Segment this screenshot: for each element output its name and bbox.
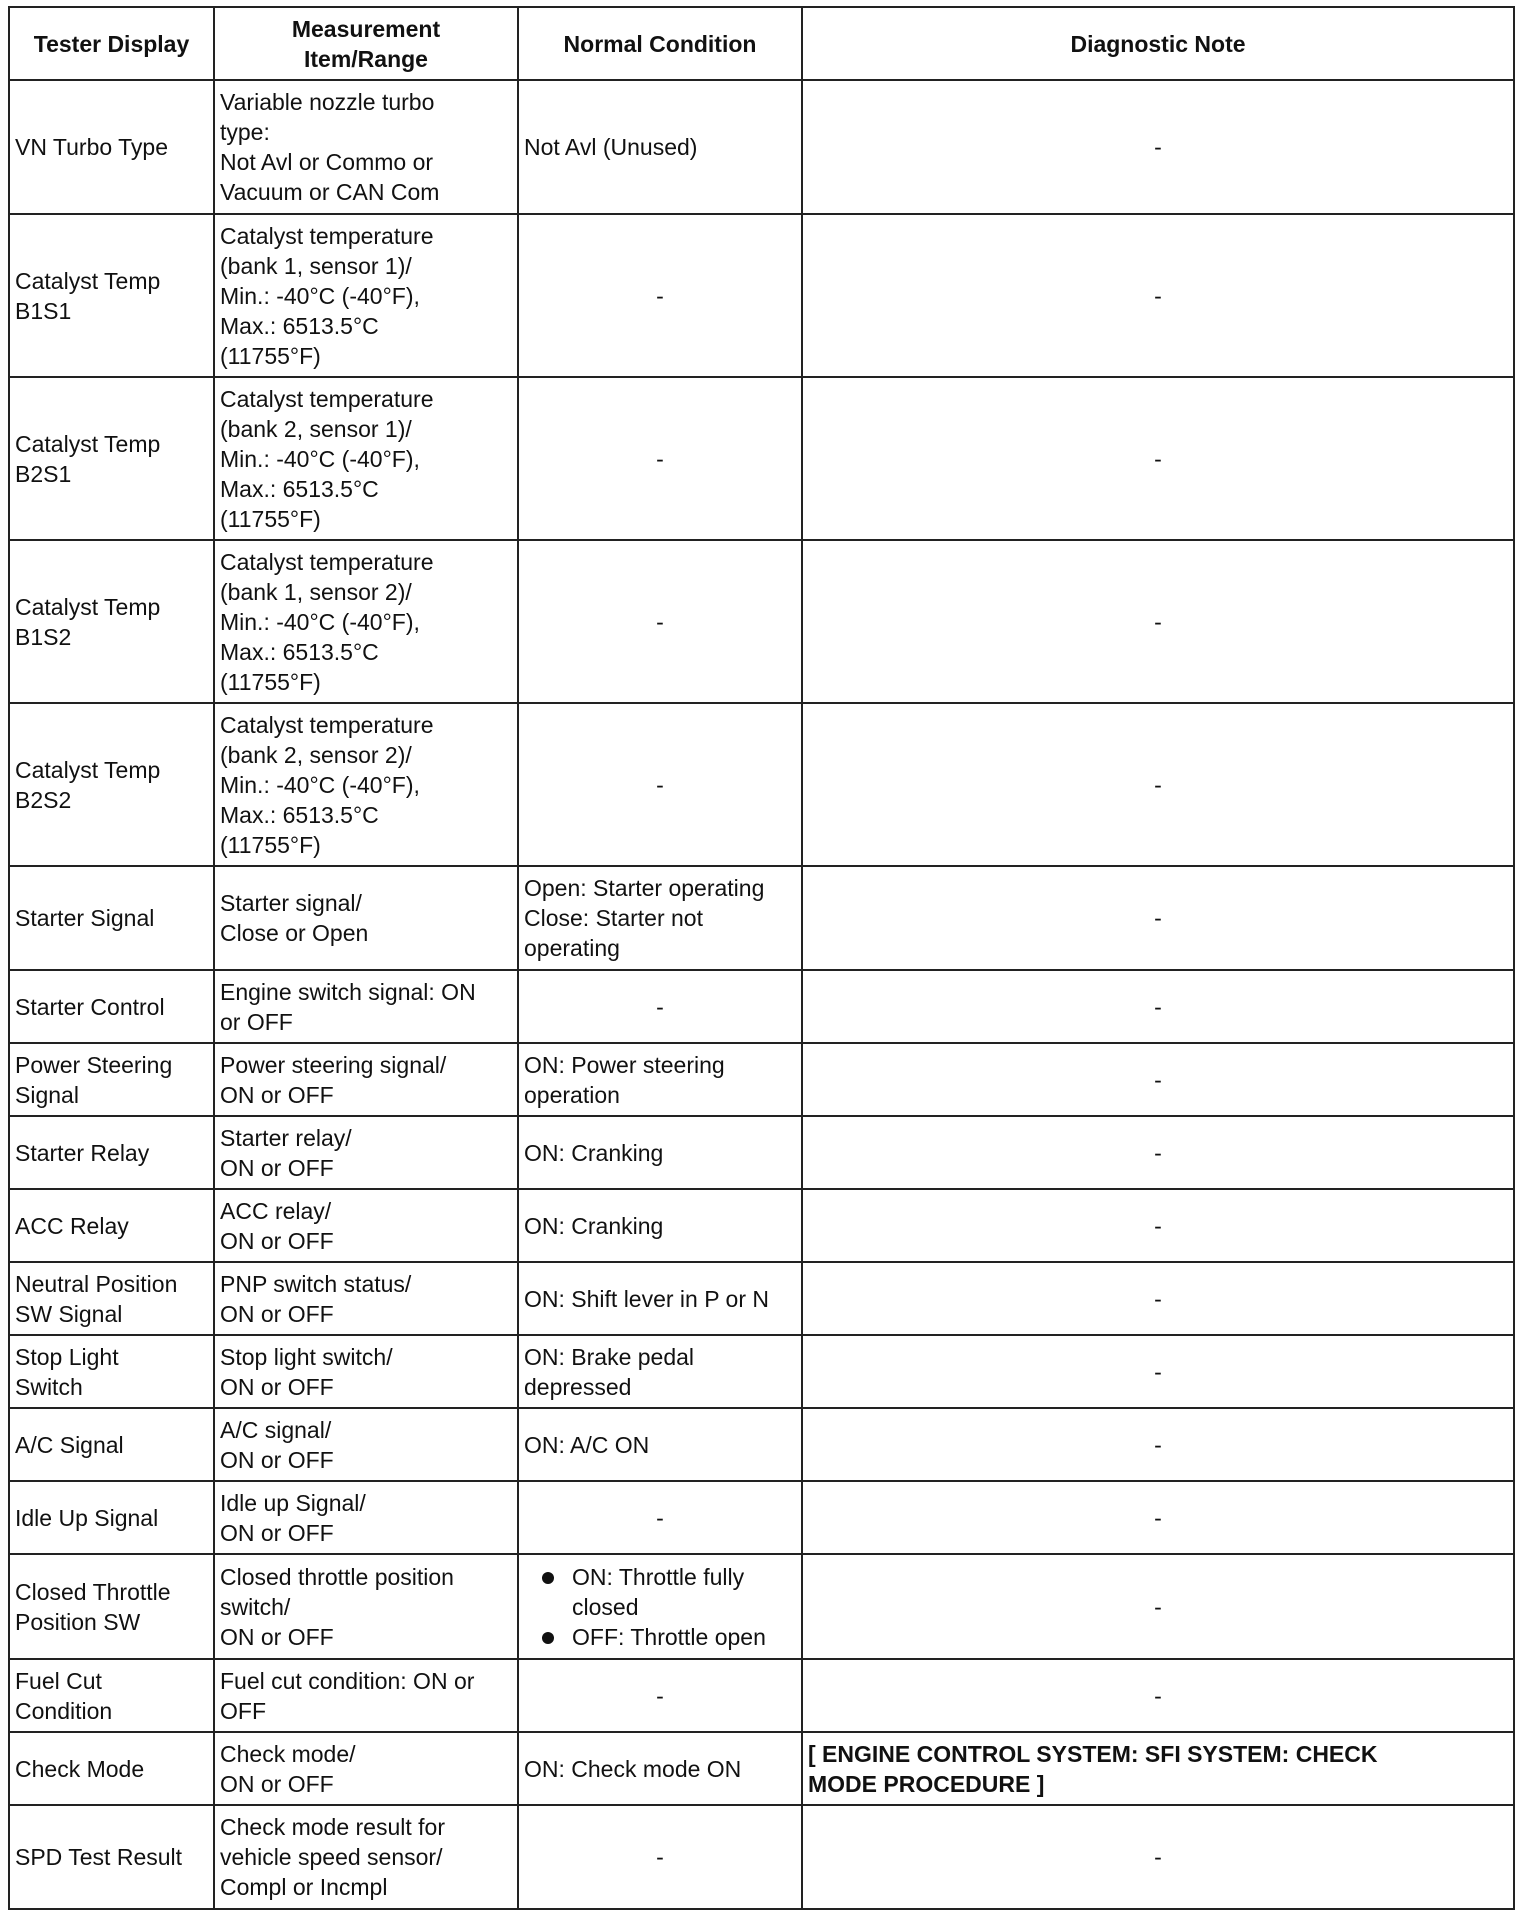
cell-diagnostic-note: -	[802, 866, 1514, 970]
cell-tester-display: SPD Test Result	[9, 1805, 214, 1909]
header-measurement: Measurement Item/Range	[214, 7, 518, 80]
cell-normal-condition: ON: Cranking	[518, 1116, 802, 1189]
cell-measurement: Stop light switch/ ON or OFF	[214, 1335, 518, 1408]
table-row	[9, 1732, 1514, 1805]
document-page	[8, 6, 1515, 1910]
cell-measurement: Power steering signal/ ON or OFF	[214, 1043, 518, 1116]
cell-normal-condition: ON: Shift lever in P or N	[518, 1262, 802, 1335]
cell-tester-display: Catalyst Temp B2S2	[9, 703, 214, 866]
cell-tester-display: ACC Relay	[9, 1189, 214, 1262]
cell-normal-condition: ON: Cranking	[518, 1189, 802, 1262]
table-row	[9, 377, 1514, 540]
cell-diagnostic-note: -	[802, 1805, 1514, 1909]
table-row	[9, 1554, 1514, 1659]
cell-diagnostic-note: -	[802, 1189, 1514, 1262]
table-row	[9, 703, 1514, 866]
cell-diagnostic-note: -	[802, 1262, 1514, 1335]
cell-measurement: Check mode result for vehicle speed sensor/ Compl or Incmpl	[214, 1805, 518, 1909]
cell-tester-display: Stop Light Switch	[9, 1335, 214, 1408]
cell-tester-display: VN Turbo Type	[9, 80, 214, 214]
cell-measurement: Check mode/ ON or OFF	[214, 1732, 518, 1805]
table-row	[9, 1481, 1514, 1554]
table-row	[9, 866, 1514, 970]
list-item: ON: Throttle fully closed	[542, 1562, 796, 1622]
cell-diagnostic-note: -	[802, 1116, 1514, 1189]
cell-diagnostic-note: -	[802, 540, 1514, 703]
cell-tester-display: Catalyst Temp B2S1	[9, 377, 214, 540]
cell-diagnostic-note: -	[802, 703, 1514, 866]
normal-condition-bullet-list	[524, 1562, 796, 1652]
cell-diagnostic-note-link[interactable]: [ ENGINE CONTROL SYSTEM: SFI SYSTEM: CHECK MODE PROCEDURE ]	[802, 1732, 1514, 1805]
cell-measurement: ACC relay/ ON or OFF	[214, 1189, 518, 1262]
cell-tester-display: Catalyst Temp B1S1	[9, 214, 214, 377]
cell-measurement: Closed throttle position switch/ ON or OFF	[214, 1554, 518, 1659]
header-diagnostic-note: Diagnostic Note	[802, 7, 1514, 80]
cell-normal-condition: Open: Starter operating Close: Starter not operating	[518, 866, 802, 970]
cell-tester-display: Fuel Cut Condition	[9, 1659, 214, 1732]
cell-normal-condition: -	[518, 214, 802, 377]
table-row	[9, 970, 1514, 1043]
table-row	[9, 1262, 1514, 1335]
cell-normal-condition: -	[518, 1805, 802, 1909]
cell-tester-display: Neutral Position SW Signal	[9, 1262, 214, 1335]
cell-normal-condition: -	[518, 1481, 802, 1554]
table-row	[9, 1408, 1514, 1481]
data-list-table	[8, 6, 1515, 1910]
cell-tester-display: Check Mode	[9, 1732, 214, 1805]
table-row	[9, 214, 1514, 377]
table-row	[9, 540, 1514, 703]
cell-diagnostic-note: -	[802, 377, 1514, 540]
table-row	[9, 80, 1514, 214]
cell-diagnostic-note: -	[802, 970, 1514, 1043]
cell-measurement: Variable nozzle turbo type: Not Avl or Commo or Vacuum or CAN Com	[214, 80, 518, 214]
cell-diagnostic-note: -	[802, 80, 1514, 214]
cell-normal-condition: -	[518, 540, 802, 703]
table-row	[9, 1116, 1514, 1189]
cell-diagnostic-note: -	[802, 1408, 1514, 1481]
cell-measurement: Catalyst temperature (bank 1, sensor 2)/ Min.: -40°C (-40°F), Max.: 6513.5°C (11755°F)	[214, 540, 518, 703]
cell-measurement: A/C signal/ ON or OFF	[214, 1408, 518, 1481]
cell-measurement: Idle up Signal/ ON or OFF	[214, 1481, 518, 1554]
cell-diagnostic-note: -	[802, 1043, 1514, 1116]
cell-measurement: Catalyst temperature (bank 2, sensor 1)/ Min.: -40°C (-40°F), Max.: 6513.5°C (11755°F)	[214, 377, 518, 540]
cell-tester-display: Starter Signal	[9, 866, 214, 970]
cell-normal-condition	[518, 1554, 802, 1659]
table-row	[9, 1805, 1514, 1909]
cell-diagnostic-note: -	[802, 1554, 1514, 1659]
cell-normal-condition: -	[518, 970, 802, 1043]
cell-tester-display: Idle Up Signal	[9, 1481, 214, 1554]
cell-diagnostic-note: -	[802, 1481, 1514, 1554]
cell-tester-display: Power Steering Signal	[9, 1043, 214, 1116]
cell-normal-condition: -	[518, 1659, 802, 1732]
cell-diagnostic-note: -	[802, 1335, 1514, 1408]
cell-diagnostic-note: -	[802, 1659, 1514, 1732]
header-normal-condition: Normal Condition	[518, 7, 802, 80]
cell-normal-condition: ON: Power steering operation	[518, 1043, 802, 1116]
cell-tester-display: A/C Signal	[9, 1408, 214, 1481]
cell-measurement: Catalyst temperature (bank 1, sensor 1)/ Min.: -40°C (-40°F), Max.: 6513.5°C (11755°F)	[214, 214, 518, 377]
cell-tester-display: Starter Control	[9, 970, 214, 1043]
cell-diagnostic-note: -	[802, 214, 1514, 377]
table-row	[9, 1335, 1514, 1408]
cell-measurement: Engine switch signal: ON or OFF	[214, 970, 518, 1043]
cell-measurement: Fuel cut condition: ON or OFF	[214, 1659, 518, 1732]
table-row	[9, 1043, 1514, 1116]
cell-normal-condition: -	[518, 377, 802, 540]
list-item: OFF: Throttle open	[542, 1622, 796, 1652]
cell-normal-condition: -	[518, 703, 802, 866]
cell-normal-condition: Not Avl (Unused)	[518, 80, 802, 214]
table-header-row	[9, 7, 1514, 80]
cell-normal-condition: ON: Brake pedal depressed	[518, 1335, 802, 1408]
table-row	[9, 1659, 1514, 1732]
cell-normal-condition: ON: A/C ON	[518, 1408, 802, 1481]
cell-measurement: Catalyst temperature (bank 2, sensor 2)/ Min.: -40°C (-40°F), Max.: 6513.5°C (11755°F)	[214, 703, 518, 866]
cell-tester-display: Catalyst Temp B1S2	[9, 540, 214, 703]
cell-normal-condition: ON: Check mode ON	[518, 1732, 802, 1805]
cell-tester-display: Starter Relay	[9, 1116, 214, 1189]
table-row	[9, 1189, 1514, 1262]
cell-measurement: PNP switch status/ ON or OFF	[214, 1262, 518, 1335]
cell-tester-display: Closed Throttle Position SW	[9, 1554, 214, 1659]
cell-measurement: Starter relay/ ON or OFF	[214, 1116, 518, 1189]
cell-measurement: Starter signal/ Close or Open	[214, 866, 518, 970]
header-tester-display: Tester Display	[9, 7, 214, 80]
